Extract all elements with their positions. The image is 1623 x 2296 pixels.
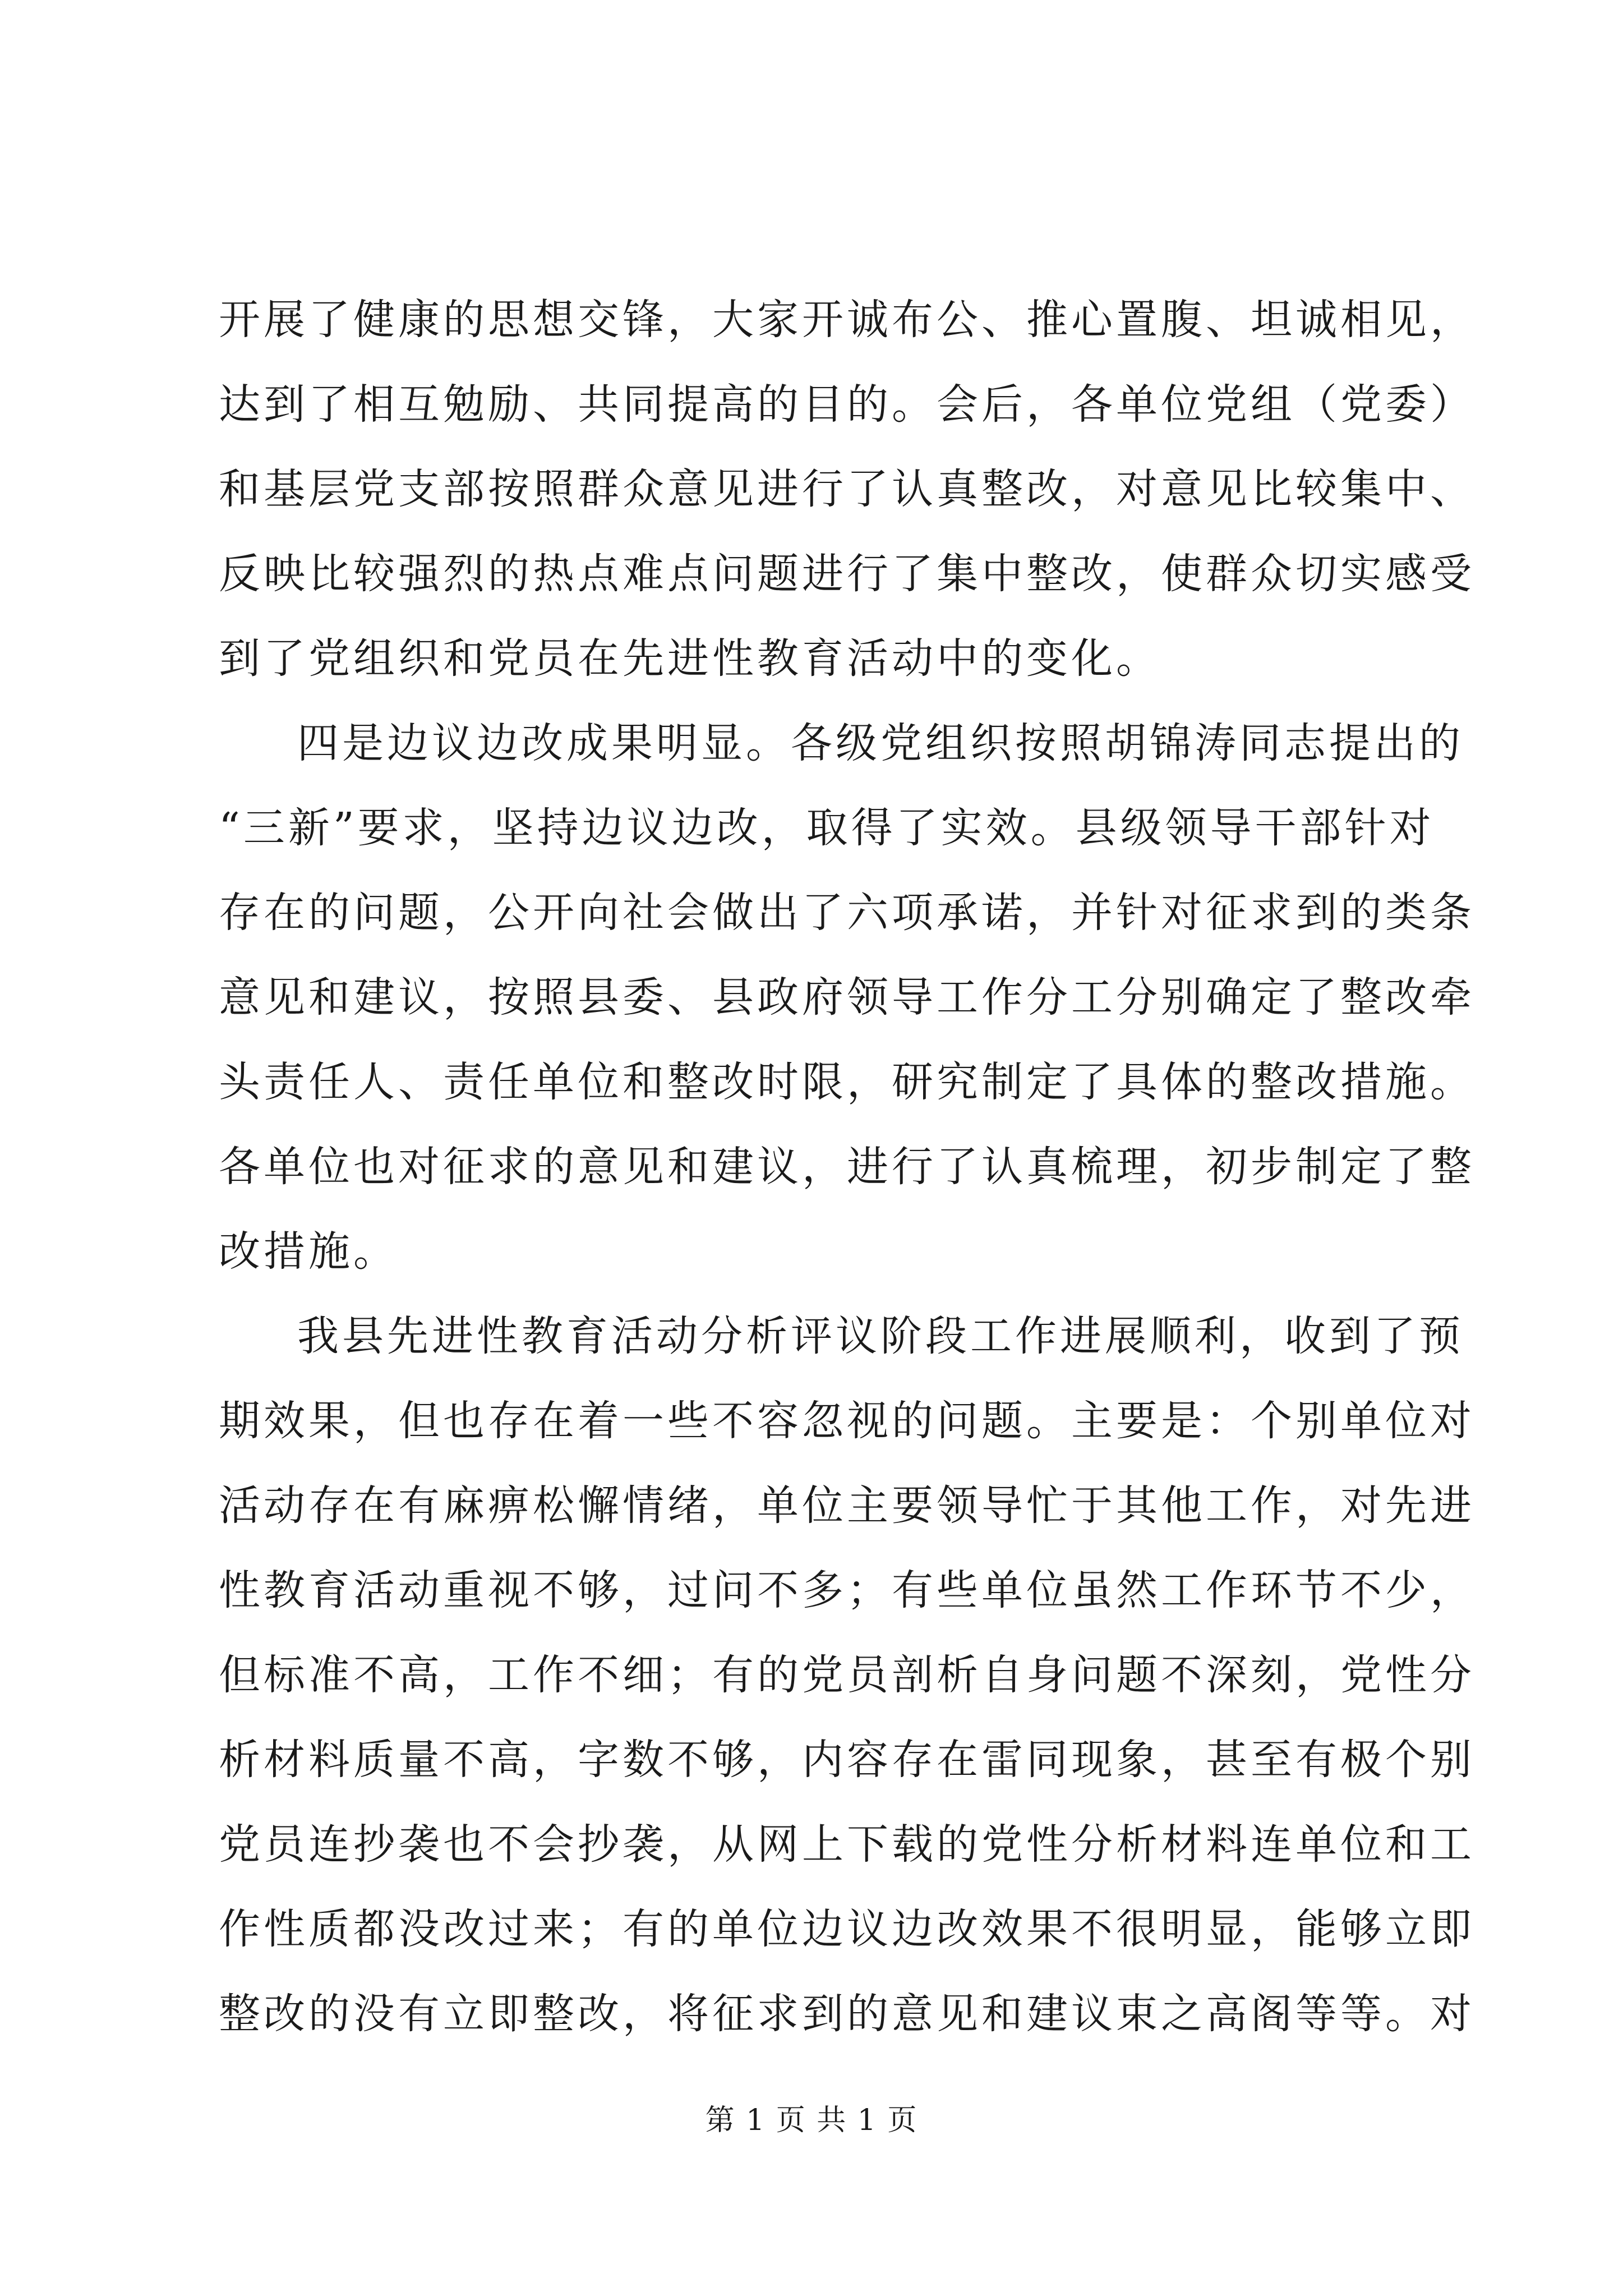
text-line: 析材料质量不高，字数不够，内容存在雷同现象，甚至有极个别 [219, 1736, 1475, 1784]
text-line: 到了党组织和党员在先进性教育活动中的变化。 [219, 634, 1161, 683]
text-line: 活动存在有麻痹松懈情绪，单位主要领导忙于其他工作，对先进 [219, 1481, 1475, 1530]
text-line: 头责任人、责任单位和整改时限，研究制定了具体的整改措施。 [219, 1058, 1475, 1106]
page-footer: 第 1 页 共 1 页 [705, 2104, 918, 2137]
text-line: “三新”要求，坚持边议边改，取得了实效。县级领导干部针对 [219, 804, 1435, 852]
text-line: 期效果，但也存在着一些不容忽视的问题。主要是：个别单位对 [219, 1397, 1475, 1445]
text-line: 开展了健康的思想交锋，大家开诚布公、推心置腹、坦诚相见， [219, 296, 1475, 344]
paragraph-first-line: 四是边议边改成果明显。各级党组织按照胡锦涛同志提出的 [297, 719, 1464, 767]
text-line: 反映比较强烈的热点难点问题进行了集中整改，使群众切实感受 [219, 550, 1475, 598]
text-line: 但标准不高，工作不细；有的党员剖析自身问题不深刻，党性分 [219, 1651, 1475, 1699]
text-line: 整改的没有立即整改，将征求到的意见和建议束之高阁等等。对 [219, 1990, 1475, 2038]
paragraph-first-line: 我县先进性教育活动分析评议阶段工作进展顺利，收到了预 [297, 1312, 1464, 1360]
text-line: 作性质都没改过来；有的单位边议边改效果不很明显，能够立即 [219, 1905, 1475, 1953]
text-line: 达到了相互勉励、共同提高的目的。会后，各单位党组（党委） [219, 380, 1475, 429]
text-line: 存在的问题，公开向社会做出了六项承诺，并针对征求到的类条 [219, 889, 1475, 937]
text-line: 意见和建议，按照县委、县政府领导工作分工分别确定了整改牵 [219, 973, 1475, 1022]
text-line: 性教育活动重视不够，过问不多；有些单位虽然工作环节不少， [219, 1566, 1475, 1614]
text-line: 和基层党支部按照群众意见进行了认真整改，对意见比较集中、 [219, 465, 1475, 513]
text-line: 各单位也对征求的意见和建议，进行了认真梳理，初步制定了整 [219, 1143, 1475, 1191]
text-line: 党员连抄袭也不会抄袭，从网上下载的党性分析材料连单位和工 [219, 1820, 1475, 1869]
text-line: 改措施。 [219, 1227, 398, 1276]
